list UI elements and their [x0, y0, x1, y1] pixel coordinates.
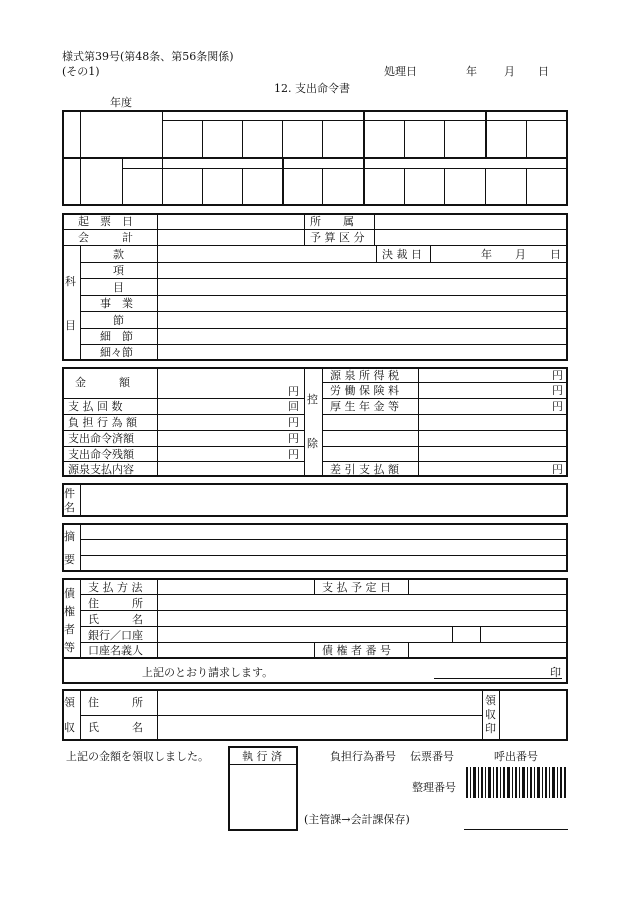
form-part: (その1) — [62, 65, 100, 78]
creditor-number-label: 債 権 者 番 号 — [322, 644, 391, 657]
budget-class-label: 予 算 区 分 — [310, 231, 365, 244]
creditor-side-2: 権 — [64, 605, 75, 618]
subject-side-1: 科 — [65, 275, 76, 288]
item-kan: 款 — [113, 248, 124, 261]
received-text: 上記の金額を領収しました。 — [66, 750, 209, 763]
amount-yen: 円 — [288, 385, 299, 398]
payment-method-label: 支 払 方 法 — [88, 581, 143, 594]
income-tax-label: 源 泉 所 得 税 — [330, 369, 399, 382]
keep-note: (主管課→会計課保存) — [304, 813, 410, 826]
income-tax-yen: 円 — [552, 369, 563, 382]
payment-count-unit: 回 — [288, 400, 299, 413]
account-holder-label: 口座名義人 — [88, 644, 143, 657]
order-total-yen: 円 — [288, 432, 299, 445]
order-total-label: 支出命令済額 — [68, 432, 134, 445]
withholding-label: 源泉支払内容 — [68, 463, 134, 476]
receipt-side-2: 収 — [64, 721, 75, 734]
summary-section — [62, 523, 568, 572]
labor-insurance-label: 労 働 保 険 料 — [330, 384, 399, 397]
subject-label-1: 件 — [64, 487, 75, 500]
subject-side-2: 目 — [65, 319, 76, 332]
net-pay-yen: 円 — [552, 463, 563, 476]
receipt-side-1: 領 — [64, 696, 75, 709]
subject-label-2: 名 — [64, 501, 75, 514]
burden-number-label: 負担行為番号 — [330, 750, 396, 763]
deduct-side-2: 除 — [307, 437, 318, 450]
executed-label: 執 行 済 — [242, 750, 282, 763]
burden-amount-label: 負 担 行 為 額 — [68, 416, 137, 429]
receipt-seal-2: 収 — [485, 708, 496, 721]
creditor-address-label: 住 所 — [88, 597, 143, 610]
item-saisaisetsu: 細々節 — [100, 346, 133, 359]
call-number-label: 呼出番号 — [494, 750, 538, 763]
creditor-name-label: 氏 名 — [88, 613, 143, 626]
page-title: 12. 支出命令書 — [274, 82, 350, 95]
receipt-address-label: 住 所 — [88, 696, 143, 709]
receipt-seal-3: 印 — [485, 722, 496, 735]
reference-number-label: 整理番号 — [412, 781, 456, 794]
request-seal: 印 — [550, 666, 561, 679]
process-year: 年 — [466, 65, 477, 78]
summary-label-2: 要 — [64, 553, 75, 566]
net-pay-label: 差 引 支 払 額 — [330, 463, 399, 476]
burden-yen: 円 — [288, 416, 299, 429]
accounting-label: 会 計 — [78, 231, 133, 244]
decision-month: 月 — [515, 248, 526, 261]
payment-count-label: 支 払 回 数 — [68, 400, 123, 413]
amount-label: 金 額 — [75, 376, 130, 389]
item-jigyou: 事 業 — [100, 297, 133, 310]
scheduled-date-label: 支 払 予 定 日 — [322, 581, 391, 594]
creditor-side-3: 者 — [64, 623, 75, 636]
process-date-label: 処理日 — [384, 65, 417, 78]
creditor-side-4: 等 — [64, 641, 75, 654]
item-kou: 項 — [113, 264, 124, 277]
order-remain-yen: 円 — [288, 448, 299, 461]
pension-label: 厚 生 年 金 等 — [330, 400, 399, 413]
decision-date-label: 決 裁 日 — [382, 248, 422, 261]
process-day: 日 — [538, 65, 549, 78]
receipt-name-label: 氏 名 — [88, 721, 143, 734]
dept-label: 所 属 — [310, 215, 354, 228]
item-moku: 目 — [113, 281, 124, 294]
subject-section — [62, 483, 568, 517]
slip-number-label: 伝票番号 — [410, 750, 454, 763]
creditor-side-1: 債 — [64, 587, 75, 600]
item-setsu: 節 — [113, 314, 124, 327]
barcode-icon — [466, 767, 568, 798]
item-saisetsu: 細 節 — [100, 330, 133, 343]
fiscal-year-label: 年度 — [110, 96, 132, 109]
deduct-side-1: 控 — [307, 393, 318, 406]
form-number: 様式第39号(第48条、第56条関係) — [62, 50, 234, 63]
draft-date-label: 起 票 日 — [78, 215, 133, 228]
receipt-seal-1: 領 — [485, 694, 496, 707]
process-month: 月 — [504, 65, 515, 78]
decision-day: 日 — [550, 248, 561, 261]
labor-yen: 円 — [552, 384, 563, 397]
pension-yen: 円 — [552, 400, 563, 413]
order-remain-label: 支出命令残額 — [68, 448, 134, 461]
request-text: 上記のとおり請求します。 — [142, 666, 274, 679]
decision-year: 年 — [481, 248, 492, 261]
summary-label-1: 摘 — [64, 530, 75, 543]
bank-account-label: 銀行／口座 — [88, 629, 143, 642]
